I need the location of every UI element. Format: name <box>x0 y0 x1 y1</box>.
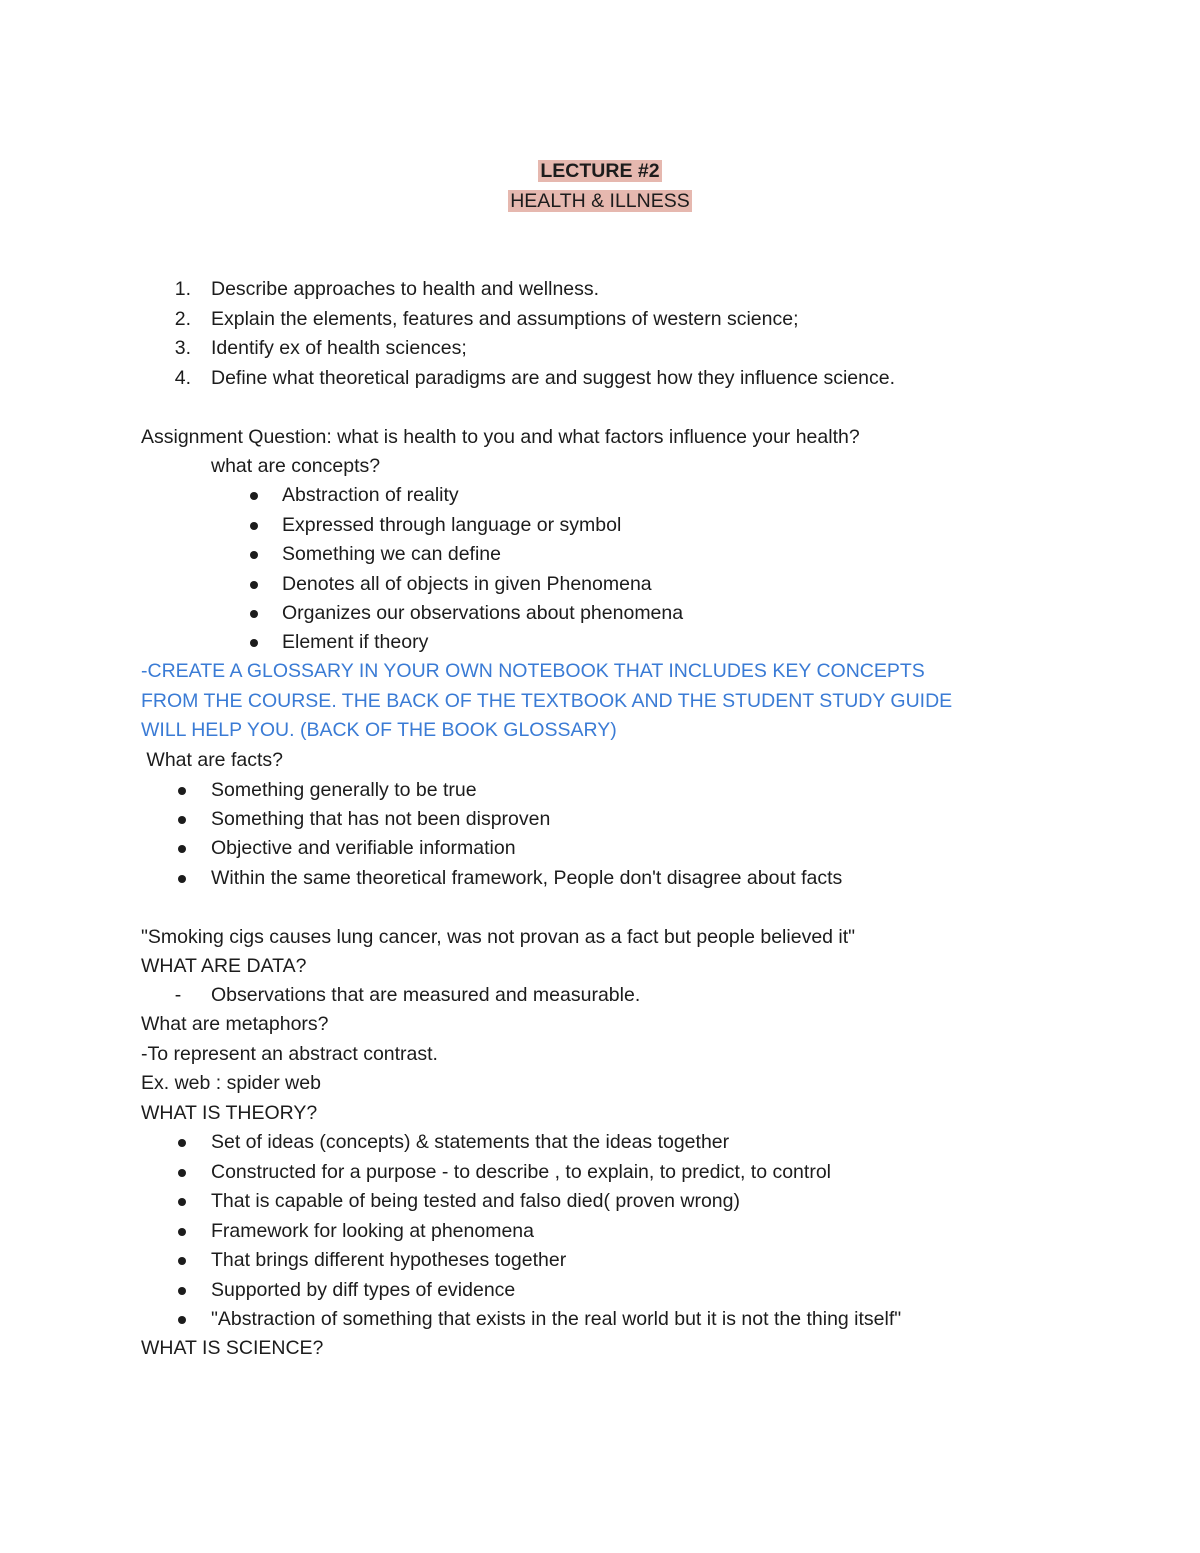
list-item-text: Something generally to be true <box>211 779 477 801</box>
metaphors-heading: What are metaphors? <box>141 1013 329 1035</box>
bullet-icon <box>178 816 186 824</box>
list-item-text: Something we can define <box>282 543 501 565</box>
bullet-icon <box>250 610 258 618</box>
list-item-text: Element if theory <box>282 631 429 653</box>
list-item-text: "Abstraction of something that exists in the real world but it is not the thing itself" <box>211 1308 902 1330</box>
theory-heading: WHAT IS THEORY? <box>141 1102 318 1124</box>
bullet-icon <box>250 492 258 500</box>
assignment-question: Assignment Question: what is health to you and what factors influence your health? <box>141 426 860 448</box>
bullet-icon <box>178 1316 186 1324</box>
list-item-text: Constructed for a purpose - to describe , to explain, to predict, to control <box>211 1161 831 1183</box>
list-item-text: Something that has not been disproven <box>211 808 551 830</box>
facts-heading: What are facts? <box>141 749 283 771</box>
dash-marker: - <box>174 984 182 1006</box>
objective-text: Explain the elements, features and assumptions of western science; <box>211 308 799 330</box>
data-heading: WHAT ARE DATA? <box>141 955 307 977</box>
bullet-icon <box>178 787 186 795</box>
smoking-quote: "Smoking cigs causes lung cancer, was not provan as a fact but people believed it" <box>141 926 856 948</box>
bullet-icon <box>250 639 258 647</box>
objective-text: Identify ex of health sciences; <box>211 337 467 359</box>
list-item-text: Denotes all of objects in given Phenomena <box>282 573 652 595</box>
objective-text: Define what theoretical paradigms are and suggest how they influence science. <box>211 367 895 389</box>
bullet-icon <box>178 875 186 883</box>
objective-number: 4. <box>174 367 191 389</box>
bullet-icon <box>178 1169 186 1177</box>
bullet-icon <box>178 845 186 853</box>
bullet-icon <box>178 1257 186 1265</box>
list-item-text: Framework for looking at phenomena <box>211 1220 534 1242</box>
metaphors-line: -To represent an abstract contrast. <box>141 1043 438 1065</box>
list-item-text: Supported by diff types of evidence <box>211 1279 516 1301</box>
bullet-icon <box>250 551 258 559</box>
lecture-subtitle-text: HEALTH & ILLNESS <box>510 190 690 212</box>
objective-number: 1. <box>174 278 191 300</box>
list-item-text: That is capable of being tested and falso died( proven wrong) <box>211 1190 740 1212</box>
list-item-text: Objective and verifiable information <box>211 837 516 859</box>
list-item-text: Organizes our observations about phenomena <box>282 602 684 624</box>
science-heading: WHAT IS SCIENCE? <box>141 1337 324 1359</box>
glossary-note-line: -CREATE A GLOSSARY IN YOUR OWN NOTEBOOK THAT INCLUDES KEY CONCEPTS <box>141 660 925 682</box>
metaphors-example: Ex. web : spider web <box>141 1072 321 1094</box>
objective-number: 2. <box>174 308 191 330</box>
list-item-text: Expressed through language or symbol <box>282 514 622 536</box>
bullet-icon <box>250 581 258 589</box>
concepts-heading: what are concepts? <box>211 455 381 477</box>
glossary-note-line: FROM THE COURSE. THE BACK OF THE TEXTBOOK AND THE STUDENT STUDY GUIDE <box>141 690 953 712</box>
lecture-subtitle <box>0 187 1200 216</box>
list-item-text: Abstraction of reality <box>282 484 459 506</box>
bullet-icon <box>178 1139 186 1147</box>
glossary-note-line: WILL HELP YOU. (BACK OF THE BOOK GLOSSARY) <box>141 719 617 741</box>
objective-number: 3. <box>174 337 191 359</box>
list-item-text: Set of ideas (concepts) & statements that the ideas together <box>211 1131 730 1153</box>
objective-text: Describe approaches to health and wellness. <box>211 278 600 300</box>
lecture-title-text: LECTURE #2 <box>540 160 660 182</box>
lecture-title <box>0 157 1200 186</box>
bullet-icon <box>178 1287 186 1295</box>
list-item-text: Within the same theoretical framework, People don't disagree about facts <box>211 867 843 889</box>
bullet-icon <box>178 1228 186 1236</box>
bullet-icon <box>178 1198 186 1206</box>
data-item-text: Observations that are measured and measurable. <box>211 984 641 1006</box>
bullet-icon <box>250 522 258 530</box>
list-item-text: That brings different hypotheses together <box>211 1249 567 1271</box>
